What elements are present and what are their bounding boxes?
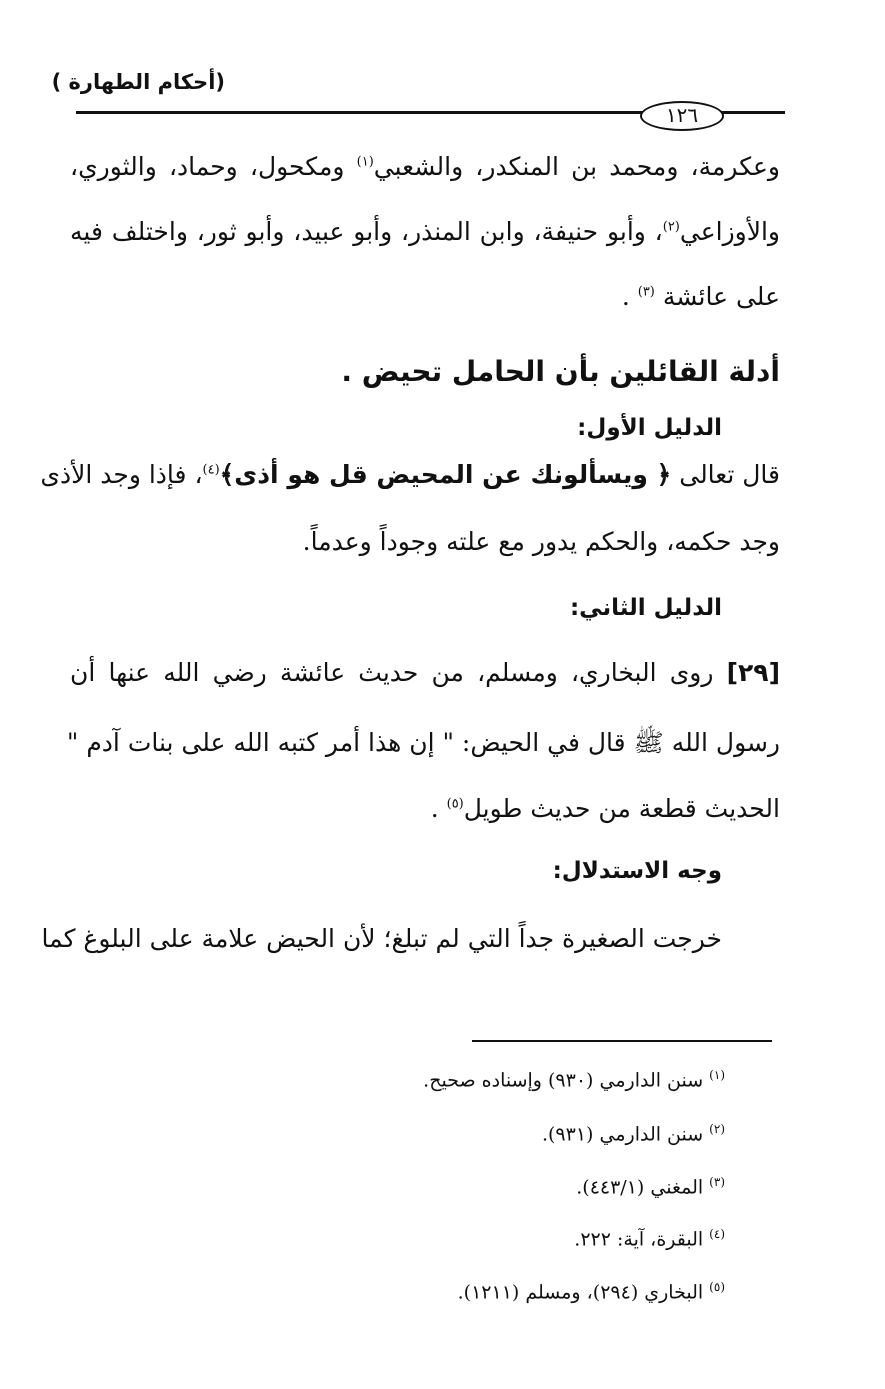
page-number: ١٢٦ [640,101,724,131]
footnote: $^{(١)}$سنن الدارمي (٩٣٠) وإسناده صحيح. [423,1068,725,1092]
footnote-ref[interactable]: (٣) [637,284,655,300]
footnote-rule [472,1040,772,1042]
text-line: وجد حكمه، والحكم يدور مع علته وجوداً وعدماً. [302,527,780,556]
footnote: $^{(٢)}$سنن الدارمي (٩٣١). [541,1122,725,1146]
section-heading: أدلة القائلين بأن الحامل تحيض . [341,355,780,388]
text-line: خرجت الصغيرة جداً التي لم تبلغ؛ لأن الحيض علامة على البلوغ كما [41,924,722,953]
footnote: $^{(٣)}$المغني (٤٤٣/١). [576,1175,725,1199]
footnote-ref[interactable]: (٤) [202,462,220,478]
text-line: والأوزاعي$^{(٢)}$، وأبو حنيفة، وابن المنذر، وأبو عبيد، وأبو ثور، واختلف فيه [70,217,780,246]
text-line: [٢٩] روى البخاري، ومسلم، من حديث عائشة رضي الله عنها أن [70,658,780,687]
footnote: $^{(٥)}$البخاري (٢٩٤)، ومسلم (١٢١١). [457,1280,725,1304]
running-title: (أحكام الطهارة ) [51,70,225,94]
text-line: على عائشة $^{(٣)}$ . [621,282,780,311]
footnote: $^{(٤)}$البقرة، آية: ٢٢٢. [574,1227,725,1251]
text-line: الحديث قطعة من حديث طويل$^{(٥)}$ . [430,794,780,823]
text-line: رسول الله ﷺ قال في الحيض: " إن هذا أمر كتبه الله على بنات آدم " [66,728,780,757]
text-line: قال تعالى ﴿ ويسألونك عن المحيض قل هو أذى﴾$^{(٤)}$، فإذا وجد الأذى [40,460,780,489]
text-line: وعكرمة، ومحمد بن المنكدر، والشعبي$^{(١)}$ ومكحول، وحماد، والثوري، [70,152,781,181]
hadith-number: [٢٩] [726,658,780,687]
subheading-first-evidence: الدليل الأول: [577,415,722,441]
footnote-ref[interactable]: (٥) [446,796,464,812]
subheading-second-evidence: الدليل الثاني: [569,595,722,621]
subheading-inference: وجه الاستدلال: [552,858,722,884]
footnote-ref[interactable]: (٢) [662,219,680,235]
quran-verse: ﴿ ويسألونك عن المحيض قل هو أذى﴾ [219,460,672,489]
footnote-ref[interactable]: (١) [356,154,374,170]
